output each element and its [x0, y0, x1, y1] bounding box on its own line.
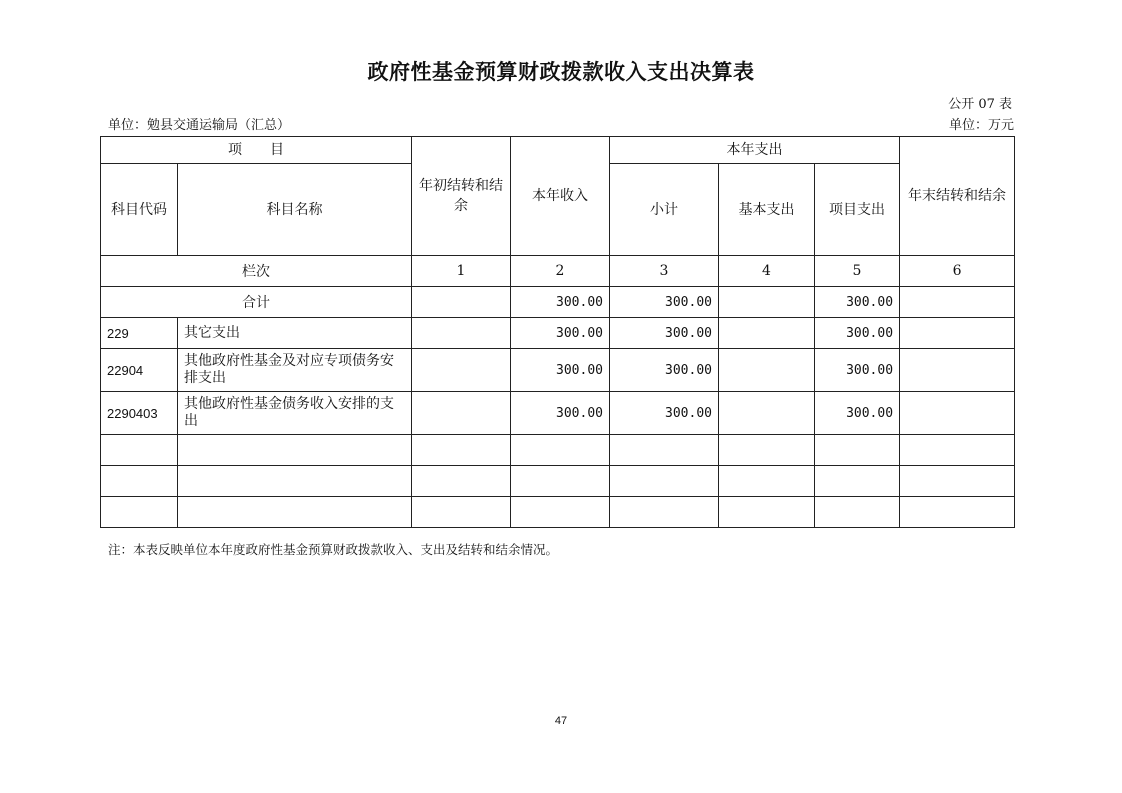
header-begin-balance: 年初结转和结余 — [412, 137, 511, 256]
row-code — [101, 497, 178, 528]
form-number: 公开 07 表 — [948, 97, 1012, 112]
row-basic — [719, 392, 815, 435]
table-row — [101, 392, 1015, 435]
row-project: 300.00 — [815, 318, 900, 349]
header-code: 科目代码 — [101, 164, 178, 256]
row-begin — [412, 497, 511, 528]
total-basic — [719, 287, 815, 318]
total-begin — [412, 287, 511, 318]
row-begin — [412, 466, 511, 497]
row-code: 229 — [101, 318, 178, 349]
row-subtotal: 300.00 — [610, 392, 719, 435]
budget-table — [100, 136, 1015, 528]
row-name — [178, 497, 412, 528]
row-code — [101, 466, 178, 497]
row-subtotal: 300.00 — [610, 318, 719, 349]
row-code: 2290403 — [101, 392, 178, 435]
row-basic — [719, 497, 815, 528]
column-index-label: 栏次 — [101, 256, 412, 287]
row-begin — [412, 392, 511, 435]
table-body — [101, 318, 1015, 528]
total-subtotal: 300.00 — [610, 287, 719, 318]
row-income: 300.00 — [511, 349, 610, 392]
row-subtotal — [610, 435, 719, 466]
row-basic — [719, 349, 815, 392]
row-income — [511, 435, 610, 466]
column-index-6: 6 — [900, 256, 1015, 287]
row-income: 300.00 — [511, 392, 610, 435]
row-end — [900, 318, 1015, 349]
row-project — [815, 435, 900, 466]
row-code — [101, 435, 178, 466]
row-end — [900, 466, 1015, 497]
row-code: 22904 — [101, 349, 178, 392]
header-name: 科目名称 — [178, 164, 412, 256]
total-label: 合计 — [101, 287, 412, 318]
header-project-expense: 项目支出 — [815, 164, 900, 256]
column-index-2: 2 — [511, 256, 610, 287]
row-begin — [412, 349, 511, 392]
row-basic — [719, 435, 815, 466]
table-row — [101, 497, 1015, 528]
row-end — [900, 349, 1015, 392]
row-basic — [719, 466, 815, 497]
header-subtotal: 小计 — [610, 164, 719, 256]
row-end — [900, 392, 1015, 435]
row-name — [178, 435, 412, 466]
column-index-row — [101, 256, 1015, 287]
row-begin — [412, 435, 511, 466]
row-income — [511, 466, 610, 497]
footnote: 注：本表反映单位本年度政府性基金预算财政拨款收入、支出及结转和结余情况。 — [108, 542, 559, 557]
header-end-balance: 年末结转和结余 — [900, 137, 1015, 256]
row-name — [178, 466, 412, 497]
table-row — [101, 349, 1015, 392]
column-index-5: 5 — [815, 256, 900, 287]
row-name: 其他政府性基金及对应专项债务安排支出 — [178, 349, 412, 392]
row-subtotal: 300.00 — [610, 349, 719, 392]
column-index-1: 1 — [412, 256, 511, 287]
row-project: 300.00 — [815, 349, 900, 392]
header-expense-group: 本年支出 — [610, 137, 900, 164]
row-income: 300.00 — [511, 318, 610, 349]
row-project: 300.00 — [815, 392, 900, 435]
table-row — [101, 435, 1015, 466]
total-end — [900, 287, 1015, 318]
document-title: 政府性基金预算财政拨款收入支出决算表 — [367, 59, 755, 84]
currency-unit: 单位：万元 — [948, 118, 1014, 133]
table-row — [101, 466, 1015, 497]
row-subtotal — [610, 497, 719, 528]
row-income — [511, 497, 610, 528]
row-basic — [719, 318, 815, 349]
page-number: 47 — [554, 715, 568, 727]
row-end — [900, 497, 1015, 528]
table-row — [101, 318, 1015, 349]
total-row — [101, 287, 1015, 318]
header-income: 本年收入 — [511, 137, 610, 256]
reporting-unit: 单位：勉县交通运输局（汇总） — [108, 118, 291, 133]
row-name: 其他政府性基金债务收入安排的支出 — [178, 392, 412, 435]
row-begin — [412, 318, 511, 349]
table-header — [101, 137, 1015, 318]
row-name: 其它支出 — [178, 318, 412, 349]
row-project — [815, 497, 900, 528]
row-end — [900, 435, 1015, 466]
total-income: 300.00 — [511, 287, 610, 318]
row-project — [815, 466, 900, 497]
column-index-4: 4 — [719, 256, 815, 287]
column-index-3: 3 — [610, 256, 719, 287]
total-project: 300.00 — [815, 287, 900, 318]
header-basic: 基本支出 — [719, 164, 815, 256]
row-subtotal — [610, 466, 719, 497]
header-project: 项 目 — [101, 137, 412, 164]
